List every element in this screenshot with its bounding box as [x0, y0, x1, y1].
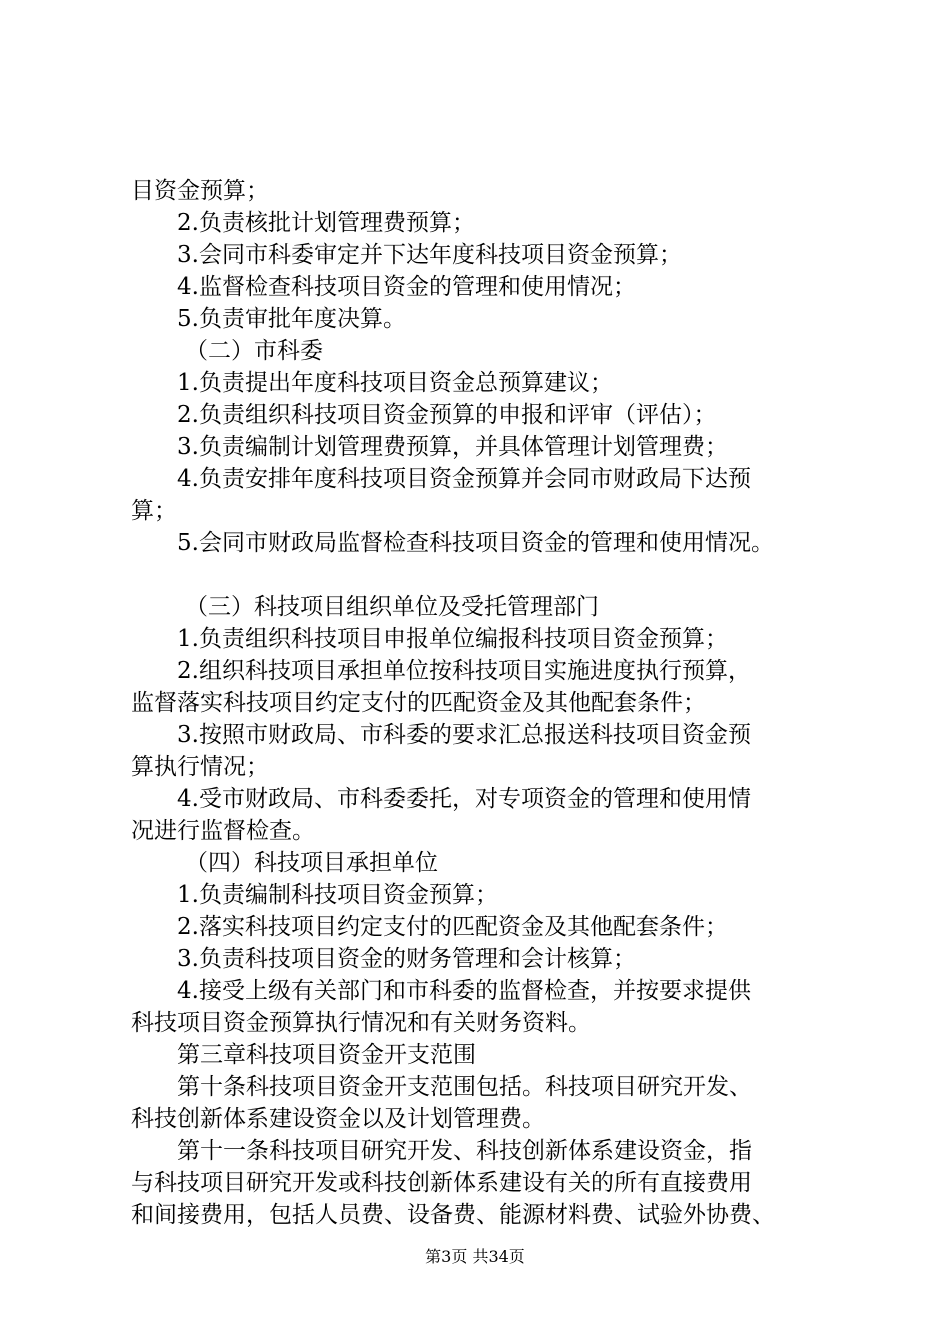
- text-line: 5.负责审批年度决算。: [177, 306, 406, 332]
- text-line: 5.会同市财政局监督检查科技项目资金的管理和使用情况。: [177, 530, 774, 556]
- page-footer: 第3页 共34页: [425, 1247, 525, 1266]
- text-line: 算；: [131, 498, 177, 524]
- text-line: 4.监督检查科技项目资金的管理和使用情况；: [177, 274, 636, 300]
- text-line: 1.负责提出年度科技项目资金总预算建议；: [177, 370, 613, 396]
- text-line: 第三章科技项目资金开支范围: [177, 1042, 476, 1068]
- text-line: 3.会同市科委审定并下达年度科技项目资金预算；: [177, 242, 682, 268]
- text-line: 科技项目资金预算执行情况和有关财务资料。: [131, 1010, 591, 1036]
- text-line: 与科技项目研究开发或科技创新体系建设有关的所有直接费用: [131, 1170, 752, 1196]
- text-line: 第十条科技项目资金开支范围包括。科技项目研究开发、: [177, 1074, 752, 1100]
- text-line: 算执行情况；: [131, 754, 269, 780]
- text-line: 3.负责科技项目资金的财务管理和会计核算；: [177, 946, 636, 972]
- text-line: 3.按照市财政局、市科委的要求汇总报送科技项目资金预: [177, 722, 751, 748]
- text-line: 2.组织科技项目承担单位按科技项目实施进度执行预算，: [177, 658, 751, 684]
- text-line: （二）市科委: [185, 338, 323, 364]
- text-line: 2.落实科技项目约定支付的匹配资金及其他配套条件；: [177, 914, 728, 940]
- text-line: 3.负责编制计划管理费预算，并具体管理计划管理费；: [177, 434, 728, 460]
- text-line: 监督落实科技项目约定支付的匹配资金及其他配套条件；: [131, 690, 706, 716]
- text-line: 2.负责核批计划管理费预算；: [177, 210, 475, 236]
- text-line: 科技创新体系建设资金以及计划管理费。: [131, 1106, 545, 1132]
- text-line: 第十一条科技项目研究开发、科技创新体系建设资金，指: [177, 1138, 752, 1164]
- text-line: （三）科技项目组织单位及受托管理部门: [185, 594, 599, 620]
- text-line: 目资金预算；: [131, 178, 269, 204]
- text-line: 4.负责安排年度科技项目资金预算并会同市财政局下达预: [177, 466, 751, 492]
- text-line: 2.负责组织科技项目资金预算的申报和评审（评估）；: [177, 402, 717, 428]
- text-line: 1.负责组织科技项目申报单位编报科技项目资金预算；: [177, 626, 728, 652]
- text-line: （四）科技项目承担单位: [185, 850, 438, 876]
- text-line: 况进行监督检查。: [131, 818, 315, 844]
- text-line: 4.受市财政局、市科委委托，对专项资金的管理和使用情: [177, 786, 751, 812]
- text-line: 4.接受上级有关部门和市科委的监督检查，并按要求提供: [177, 978, 751, 1004]
- document-body: [131, 175, 851, 1231]
- text-line: 1.负责编制科技项目资金预算；: [177, 882, 498, 908]
- text-line: 和间接费用，包括人员费、设备费、能源材料费、试验外协费、: [131, 1202, 775, 1228]
- blank-line: [131, 559, 851, 591]
